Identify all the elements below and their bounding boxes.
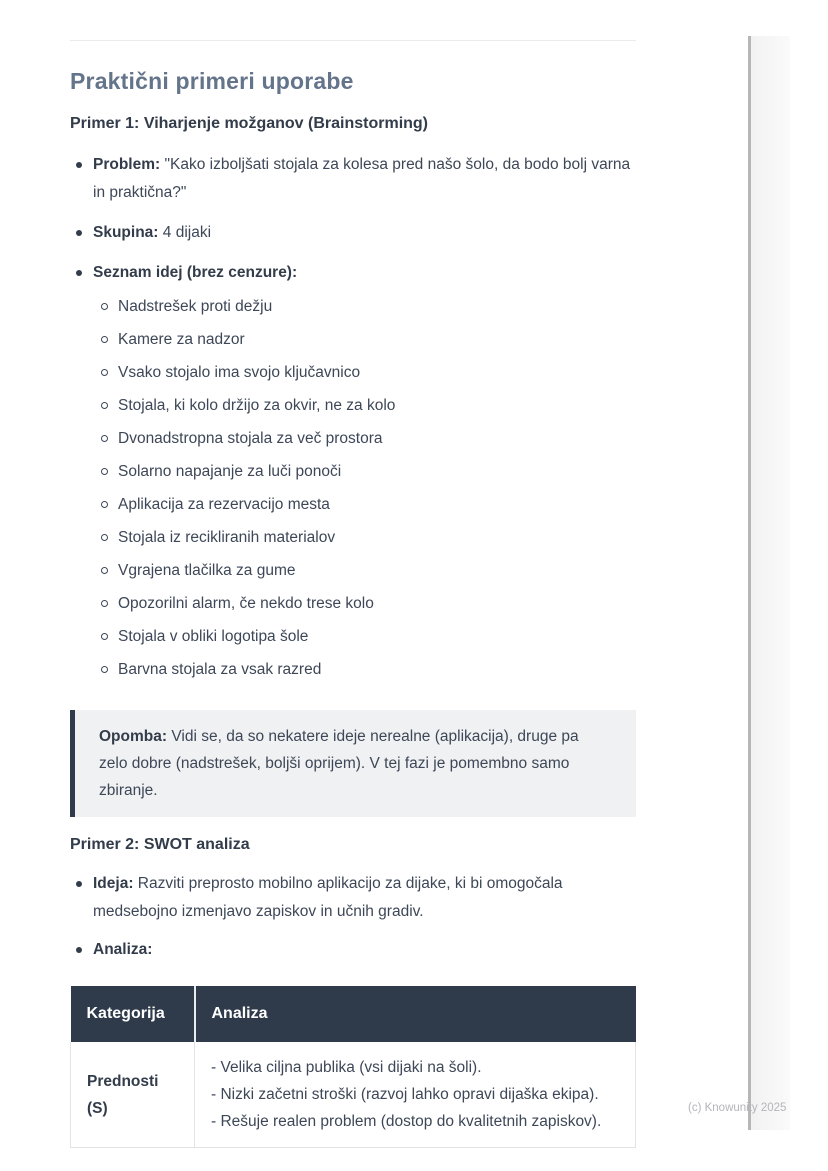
section-heading-primer1: Primer 1: Viharjenje možganov (Brainstorming) [70, 115, 429, 132]
table-header-analiza: Analiza [195, 986, 636, 1042]
idea-item [93, 392, 636, 420]
analysis-line: - Velika ciljna publika (vsi dijaki na šoli). [211, 1059, 482, 1076]
idea-item [93, 458, 636, 486]
page-title: Praktični primeri uporabe [70, 68, 354, 94]
table-header-row [71, 986, 636, 1042]
category-cell: Prednosti (S) [71, 1042, 195, 1148]
scrollbar-track[interactable] [748, 36, 790, 1130]
idea-item [93, 293, 636, 321]
analysis-cell [195, 1042, 636, 1148]
idea-text: Kamere za nadzor [118, 331, 245, 348]
item-label: Problem: [93, 156, 161, 173]
item-text: "Kako izboljšati stojala za kolesa pred našo šolo, da bodo bolj varna in praktična?" [93, 156, 631, 201]
note-label: Opomba: [99, 728, 168, 745]
top-divider [70, 40, 636, 41]
bullet-icon [76, 881, 82, 887]
idea-item [93, 656, 636, 684]
bullet-list-primer1 [70, 151, 636, 684]
note-callout [70, 710, 636, 817]
idea-item [93, 557, 636, 585]
table-header-kategorija: Kategorija [71, 986, 195, 1042]
circle-bullet-icon [101, 567, 108, 574]
idea-text: Aplikacija za rezervacijo mesta [118, 496, 330, 513]
document-page [70, 0, 636, 1148]
idea-item [93, 326, 636, 354]
circle-bullet-icon [101, 501, 108, 508]
circle-bullet-icon [101, 336, 108, 343]
item-label: Ideja: [93, 875, 134, 892]
list-item-skupina [70, 219, 636, 247]
idea-item [93, 524, 636, 552]
idea-text: Barvna stojala za vsak razred [118, 661, 322, 678]
bullet-icon [76, 162, 82, 168]
circle-bullet-icon [101, 534, 108, 541]
idea-item [93, 425, 636, 453]
bullet-list-primer2 [70, 870, 636, 964]
item-label: Skupina: [93, 224, 159, 241]
analysis-line: - Nizki začetni stroški (razvoj lahko opravi dijaška ekipa). [211, 1086, 599, 1103]
idea-text: Stojala, ki kolo držijo za okvir, ne za kolo [118, 397, 396, 414]
idea-item [93, 623, 636, 651]
circle-bullet-icon [101, 600, 108, 607]
idea-text: Nadstrešek proti dežju [118, 298, 273, 315]
bullet-icon [76, 230, 82, 236]
idea-text: Opozorilni alarm, če nekdo trese kolo [118, 595, 374, 612]
section-heading-primer2: Primer 2: SWOT analiza [70, 836, 250, 853]
idea-text: Dvonadstropna stojala za več prostora [118, 430, 383, 447]
item-label: Seznam idej (brez cenzure): [93, 264, 298, 281]
circle-bullet-icon [101, 666, 108, 673]
circle-bullet-icon [101, 468, 108, 475]
idea-text: Solarno napajanje za luči ponoči [118, 463, 342, 480]
item-text: Razviti preprosto mobilno aplikacijo za dijake, ki bi omogočala medsebojno izmenjavo zapiskov in učnih gradiv. [93, 875, 563, 920]
idea-item [93, 359, 636, 387]
ideas-list [93, 293, 636, 684]
note-text: Vidi se, da so nekatere ideje nerealne (aplikacija), druge pa zelo dobre (nadstrešek, boljši oprijem). V tej fazi je pomembno samo zbiranje. [99, 728, 579, 799]
circle-bullet-icon [101, 435, 108, 442]
item-text: 4 dijaki [162, 224, 212, 241]
list-item-ideja [70, 870, 636, 926]
idea-text: Stojala v obliki logotipa šole [118, 628, 309, 645]
idea-text: Vgrajena tlačilka za gume [118, 562, 296, 579]
idea-item [93, 491, 636, 519]
circle-bullet-icon [101, 402, 108, 409]
circle-bullet-icon [101, 369, 108, 376]
idea-text: Vsako stojalo ima svojo ključavnico [118, 364, 361, 381]
list-item-problem [70, 151, 636, 207]
swot-table [70, 986, 636, 1148]
list-item-seznam [70, 259, 636, 684]
bullet-icon [76, 947, 82, 953]
circle-bullet-icon [101, 303, 108, 310]
idea-item [93, 590, 636, 618]
bullet-icon [76, 270, 82, 276]
table-row [71, 1042, 636, 1148]
item-label: Analiza: [93, 941, 153, 958]
circle-bullet-icon [101, 633, 108, 640]
watermark: (c) Knowunity 2025 [688, 1102, 787, 1114]
idea-text: Stojala iz recikliranih materialov [118, 529, 336, 546]
list-item-analiza [70, 936, 636, 964]
analysis-line: - Rešuje realen problem (dostop do kvalitetnih zapiskov). [211, 1113, 602, 1130]
